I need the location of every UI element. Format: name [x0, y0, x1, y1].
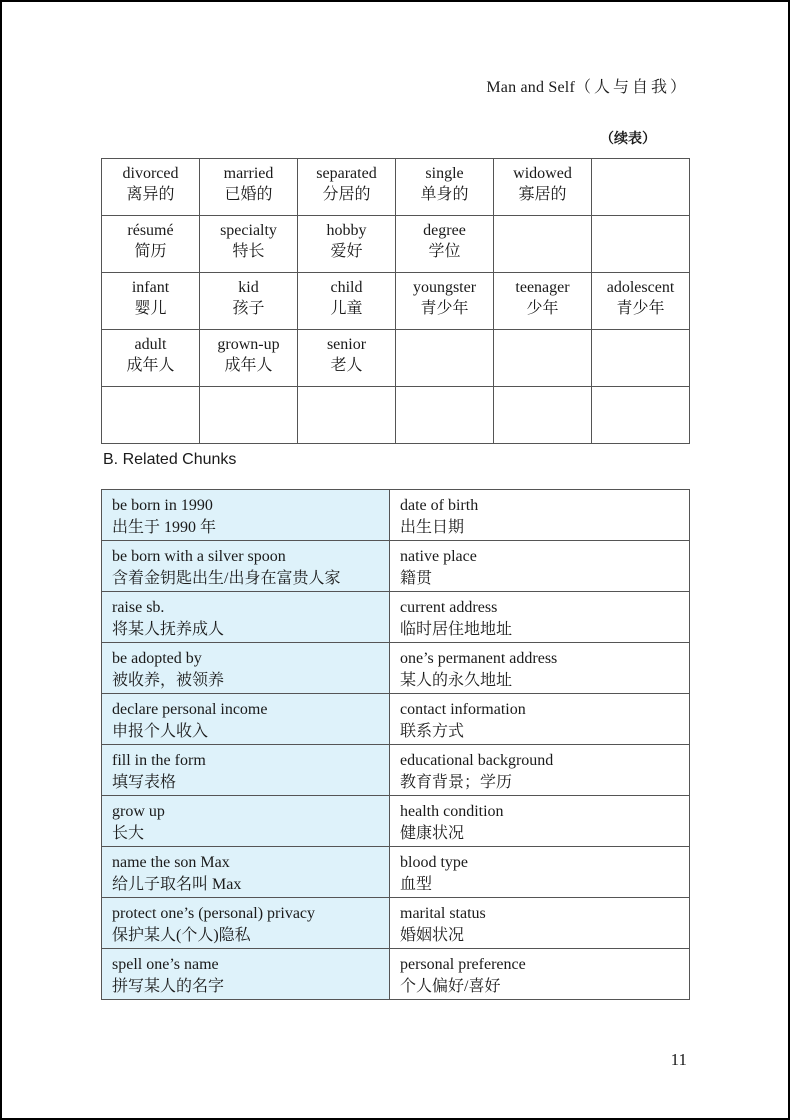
chunk-row: [102, 694, 690, 745]
vocab-term-en: youngster: [412, 279, 477, 296]
chunk-phrase-en: blood type: [400, 854, 468, 871]
vocab-term-zh: 单身的: [420, 186, 469, 203]
vocab-term-zh: 简历: [134, 243, 167, 260]
vocab-term-en: adolescent: [606, 279, 675, 296]
chunk-phrase-zh: 临时居住地地址: [400, 621, 513, 638]
chunk-phrase-zh: 血型: [400, 876, 433, 893]
vocab-cell: [102, 159, 200, 216]
running-head-zh: （人与自我）: [574, 79, 689, 96]
vocab-term-zh: 离异的: [126, 186, 175, 203]
vocab-term-en: hobby: [326, 222, 367, 239]
vocab-cell: [200, 387, 298, 444]
vocab-term-zh: 特长: [232, 243, 265, 260]
chunk-cell-left: [102, 745, 390, 796]
vocab-cell: [200, 216, 298, 273]
chunk-phrase-zh: 含着金钥匙出生/出身在富贵人家: [112, 570, 341, 587]
vocab-cell: [396, 387, 494, 444]
vocab-term-en: married: [223, 165, 274, 182]
vocab-row: [102, 330, 690, 387]
vocab-cell: [298, 330, 396, 387]
chunk-phrase-zh: 健康状况: [400, 825, 465, 842]
chunk-cell-right: [390, 694, 690, 745]
vocab-term-zh: 寡居的: [518, 186, 567, 203]
chunk-cell-right: [390, 898, 690, 949]
vocab-term-en: divorced: [122, 165, 179, 182]
vocab-term-en: kid: [238, 279, 259, 296]
chunk-phrase-en: protect one’s (personal) privacy: [112, 905, 316, 922]
chunk-phrase-zh: 长大: [112, 825, 145, 842]
chunk-cell-right: [390, 796, 690, 847]
vocab-row: [102, 273, 690, 330]
chunk-cell-right: [390, 541, 690, 592]
chunk-phrase-zh: 被收养，被领养: [112, 672, 225, 689]
chunk-cell-right: [390, 847, 690, 898]
chunk-cell-left: [102, 490, 390, 541]
chunk-row: [102, 745, 690, 796]
chunk-cell-left: [102, 949, 390, 1000]
vocab-cell: [592, 216, 690, 273]
chunk-phrase-zh: 教育背景；学历: [400, 774, 513, 791]
chunk-row: [102, 541, 690, 592]
chunk-phrase-zh: 联系方式: [400, 723, 465, 740]
vocab-cell: [494, 216, 592, 273]
vocab-cell: [494, 273, 592, 330]
vocab-term-zh: 成年人: [126, 357, 175, 374]
vocab-cell: [494, 330, 592, 387]
vocab-term-en: separated: [316, 165, 377, 182]
vocab-cell: [298, 387, 396, 444]
vocab-cell: [592, 159, 690, 216]
vocab-row: [102, 387, 690, 444]
chunk-cell-right: [390, 745, 690, 796]
vocab-cell: [396, 216, 494, 273]
vocab-cell: [396, 330, 494, 387]
chunk-phrase-en: spell one’s name: [112, 956, 219, 973]
chunk-phrase-en: be adopted by: [112, 650, 202, 667]
vocab-cell: [200, 159, 298, 216]
page-number: 11: [670, 1050, 687, 1069]
chunk-phrase-en: current address: [400, 599, 498, 616]
vocab-cell: [298, 216, 396, 273]
chunk-cell-right: [390, 949, 690, 1000]
chunk-phrase-en: raise sb.: [112, 599, 165, 616]
chunk-cell-left: [102, 847, 390, 898]
chunk-row: [102, 949, 690, 1000]
chunk-row: [102, 898, 690, 949]
chunk-row: [102, 643, 690, 694]
chunk-phrase-zh: 个人偏好/喜好: [400, 978, 501, 995]
vocab-term-en: résumé: [127, 222, 174, 239]
chunk-row: [102, 796, 690, 847]
vocab-term-zh: 少年: [526, 300, 559, 317]
chunk-cell-right: [390, 592, 690, 643]
chunk-row: [102, 490, 690, 541]
chunk-row: [102, 847, 690, 898]
vocab-row: [102, 159, 690, 216]
chunk-cell-left: [102, 643, 390, 694]
chunk-phrase-zh: 保护某人(个人)隐私: [112, 927, 251, 944]
chunk-cell-left: [102, 541, 390, 592]
running-head: [486, 74, 689, 97]
chunk-row: [102, 592, 690, 643]
vocab-term-en: infant: [131, 279, 170, 296]
chunk-phrase-en: educational background: [400, 752, 554, 769]
chunk-phrase-zh: 婚姻状况: [400, 927, 465, 944]
vocab-cell: [592, 330, 690, 387]
chunk-cell-left: [102, 796, 390, 847]
vocab-cell: [592, 387, 690, 444]
vocab-cell: [200, 330, 298, 387]
vocab-term-zh: 爱好: [330, 243, 363, 260]
chunk-phrase-en: name the son Max: [112, 854, 230, 871]
vocab-term-zh: 孩子: [232, 300, 265, 317]
vocab-term-zh: 学位: [428, 243, 461, 260]
vocab-term-zh: 老人: [330, 357, 363, 374]
running-head-en: Man and Self: [486, 79, 575, 96]
vocab-term-zh: 青少年: [420, 300, 469, 317]
chunk-cell-left: [102, 898, 390, 949]
vocabulary-table: [101, 158, 690, 444]
chunk-phrase-zh: 填写表格: [112, 774, 177, 791]
chunk-phrase-en: contact information: [400, 701, 526, 718]
section-title: B. Related Chunks: [103, 451, 237, 468]
related-chunks-table: [101, 489, 690, 1000]
vocab-term-en: adult: [134, 336, 167, 353]
vocab-term-zh: 分居的: [322, 186, 371, 203]
vocab-term-zh: 青少年: [616, 300, 665, 317]
vocab-term-en: specialty: [220, 222, 277, 239]
chunk-phrase-zh: 拼写某人的名字: [112, 978, 225, 995]
vocab-term-en: child: [330, 279, 363, 296]
vocab-cell: [298, 159, 396, 216]
chunk-phrase-en: declare personal income: [112, 701, 268, 718]
chunk-phrase-zh: 某人的永久地址: [400, 672, 513, 689]
chunk-phrase-zh: 出生日期: [400, 519, 465, 536]
vocab-cell: [102, 216, 200, 273]
chunk-cell-left: [102, 592, 390, 643]
vocab-cell: [396, 159, 494, 216]
vocab-term-en: grown-up: [217, 336, 280, 353]
chunk-cell-left: [102, 694, 390, 745]
chunk-phrase-en: marital status: [400, 905, 486, 922]
vocab-cell: [494, 159, 592, 216]
vocab-cell: [102, 330, 200, 387]
chunk-phrase-zh: 申报个人收入: [112, 723, 209, 740]
vocab-row: [102, 216, 690, 273]
vocab-cell: [298, 273, 396, 330]
chunk-phrase-en: date of birth: [400, 497, 479, 514]
vocab-term-en: degree: [423, 222, 466, 239]
chunk-phrase-en: be born in 1990: [112, 497, 213, 514]
vocab-term-en: widowed: [513, 165, 572, 182]
vocab-cell: [200, 273, 298, 330]
chunk-phrase-zh: 将某人抚养成人: [112, 621, 225, 638]
vocab-term-en: senior: [326, 336, 367, 353]
chunk-phrase-zh: 籍贯: [400, 570, 433, 587]
vocab-cell: [102, 387, 200, 444]
chunk-cell-right: [390, 490, 690, 541]
vocab-term-en: single: [425, 165, 464, 182]
chunk-phrase-en: fill in the form: [112, 752, 206, 769]
chunk-phrase-en: grow up: [112, 803, 165, 820]
vocab-term-zh: 婴儿: [134, 300, 167, 317]
vocab-term-zh: 儿童: [330, 300, 363, 317]
vocab-term-zh: 成年人: [224, 357, 273, 374]
chunk-cell-right: [390, 643, 690, 694]
chunk-phrase-zh: 出生于 1990 年: [112, 519, 217, 536]
vocab-cell: [592, 273, 690, 330]
continued-label: （续表）: [600, 131, 656, 147]
chunk-phrase-en: personal preference: [400, 956, 526, 973]
chunk-phrase-en: be born with a silver spoon: [112, 548, 286, 565]
vocab-cell: [102, 273, 200, 330]
chunk-phrase-en: health condition: [400, 803, 504, 820]
vocab-term-en: teenager: [515, 279, 570, 296]
vocab-cell: [494, 387, 592, 444]
chunk-phrase-en: native place: [400, 548, 477, 565]
vocab-cell: [396, 273, 494, 330]
chunk-phrase-en: one’s permanent address: [400, 650, 558, 667]
vocab-term-zh: 已婚的: [224, 186, 273, 203]
chunk-phrase-zh: 给儿子取名叫 Max: [112, 876, 242, 893]
